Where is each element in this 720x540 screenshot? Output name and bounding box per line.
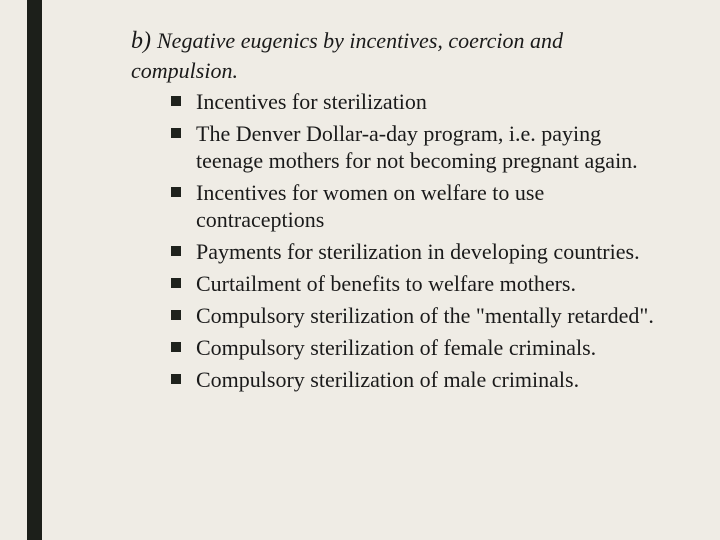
slide-content (131, 26, 671, 398)
heading-text: Negative eugenics by incentives, coercion and compulsion. (131, 28, 564, 83)
square-bullet-icon (171, 96, 181, 106)
list-item (131, 270, 656, 297)
list-item-text: Compulsory sterilization of female criminals. (196, 335, 597, 360)
list-item (131, 366, 656, 393)
square-bullet-icon (171, 278, 181, 288)
list-item (131, 238, 656, 265)
list-item (131, 88, 656, 115)
list-item (131, 302, 656, 329)
list-item-text: Payments for sterilization in developing countries. (196, 239, 640, 264)
list-item-text: Incentives for sterilization (196, 89, 427, 114)
bullet-list (131, 88, 671, 393)
square-bullet-icon (171, 187, 181, 197)
list-item-text: Compulsory sterilization of the "mentally retarded". (196, 303, 654, 328)
list-item-text: Incentives for women on welfare to use contraceptions (196, 180, 545, 232)
list-item (131, 120, 656, 174)
list-item-text: The Denver Dollar-a-day program, i.e. paying teenage mothers for not becoming pregnant again. (196, 121, 638, 173)
list-item (131, 334, 656, 361)
square-bullet-icon (171, 246, 181, 256)
left-accent-bar (27, 0, 42, 540)
list-item-text: Curtailment of benefits to welfare mothers. (196, 271, 576, 296)
slide-heading (131, 26, 671, 86)
list-item-text: Compulsory sterilization of male criminals. (196, 367, 580, 392)
square-bullet-icon (171, 342, 181, 352)
square-bullet-icon (171, 374, 181, 384)
square-bullet-icon (171, 310, 181, 320)
heading-marker: b) (131, 28, 151, 54)
list-item (131, 179, 656, 233)
square-bullet-icon (171, 128, 181, 138)
